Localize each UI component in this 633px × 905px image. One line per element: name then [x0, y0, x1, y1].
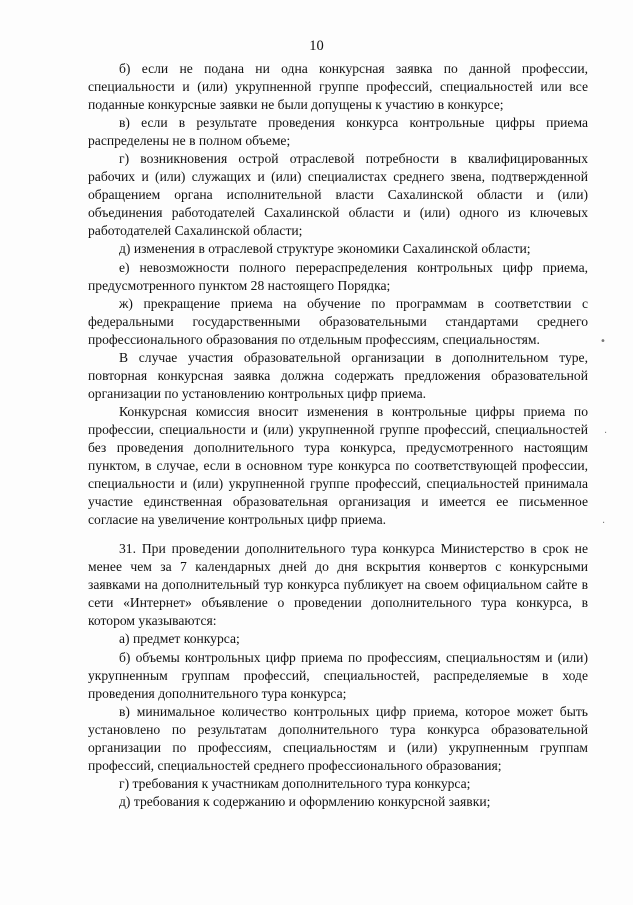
- paragraph-item-zh: ж) прекращение приема на обучение по программам в соответствии с федеральными государственными образовательными стандартами среднего профессионального образования по отдельным профессиям, специальностям.: [88, 295, 588, 347]
- document-body: [88, 60, 588, 811]
- paragraph-item-g: г) возникновения острой отраслевой потребности в квалифицированных рабочих и (или) служащих и (или) специалистах среднего звена, подтвержденной обращением органа исполнительной власти Сахалинской области и (или) объединения работодателей Сахалинской области и (или) одного из ключевых работодателей Сахалинской области;: [88, 151, 588, 239]
- scan-speck: ·: [604, 428, 608, 439]
- paragraph-additional-round: В случае участия образовательной организации в дополнительном туре, повторная конкурсная заявка должна содержать предложения образовательной организации по установлению контрольных цифр приема.: [88, 349, 588, 401]
- list-item-g: г) требования к участникам дополнительного тура конкурса;: [119, 775, 471, 791]
- list-item-d: д) требования к содержанию и оформлению конкурсной заявки;: [119, 793, 491, 809]
- paragraph-item-e: е) невозможности полного перераспределения контрольных цифр приема, предусмотренного пунктом 28 настоящего Порядка;: [88, 259, 588, 293]
- paragraph-item-d: д) изменения в отраслевой структуре экономики Сахалинской области;: [119, 241, 531, 257]
- paragraph-clause-31: 31. При проведении дополнительного тура конкурса Министерство в срок не менее чем за 7 календарных дней до дня вскрытия конвертов с конкурсными заявками на дополнительный тур конкурса публикует на своем официальном сайте в сети «Интернет» объявление о проведении дополнительного тура конкурса, в котором указываются:: [88, 541, 588, 629]
- scan-speck: ·: [602, 518, 606, 529]
- scan-speck: •: [600, 336, 606, 347]
- paragraph-commission-changes: Конкурсная комиссия вносит изменения в контрольные цифры приема по профессии, специальности и (или) укрупненной группе профессий, специальностей без проведения дополнительного тура конкурса, предусмотренного настоящим пунктом, в случае, если в основном туре конкурса по соответствующей профессии, специальности и (или) укрупненной группе профессий, специальностей принимала участие единственная образовательная организация и имеется ее письменное согласие на увеличение контрольных цифр приема.: [88, 403, 588, 528]
- list-item-b: б) объемы контрольных цифр приема по профессиям, специальностям и (или) укрупненным группам профессий, специальностей, распределяемые в ходе проведения дополнительного тура конкурса;: [88, 649, 588, 701]
- page-number: 10: [309, 38, 324, 54]
- list-item-v: в) минимальное количество контрольных цифр приема, которое может быть установлено по результатам дополнительного тура конкурса образовательной организации по профессиям, специальностям и (или) укрупненным группам профессий, специальностей среднего профессионального образования;: [88, 703, 588, 773]
- paragraph-item-v: в) если в результате проведения конкурса контрольные цифры приема распределены не в полном объеме;: [88, 115, 588, 149]
- list-item-a: а) предмет конкурса;: [119, 631, 240, 647]
- paragraph-item-b: б) если не подана ни одна конкурсная заявка по данной профессии, специальности и (или) укрупненной группе профессий, специальностей или все поданные конкурсные заявки не были допущены к участию в конкурсе;: [88, 61, 588, 113]
